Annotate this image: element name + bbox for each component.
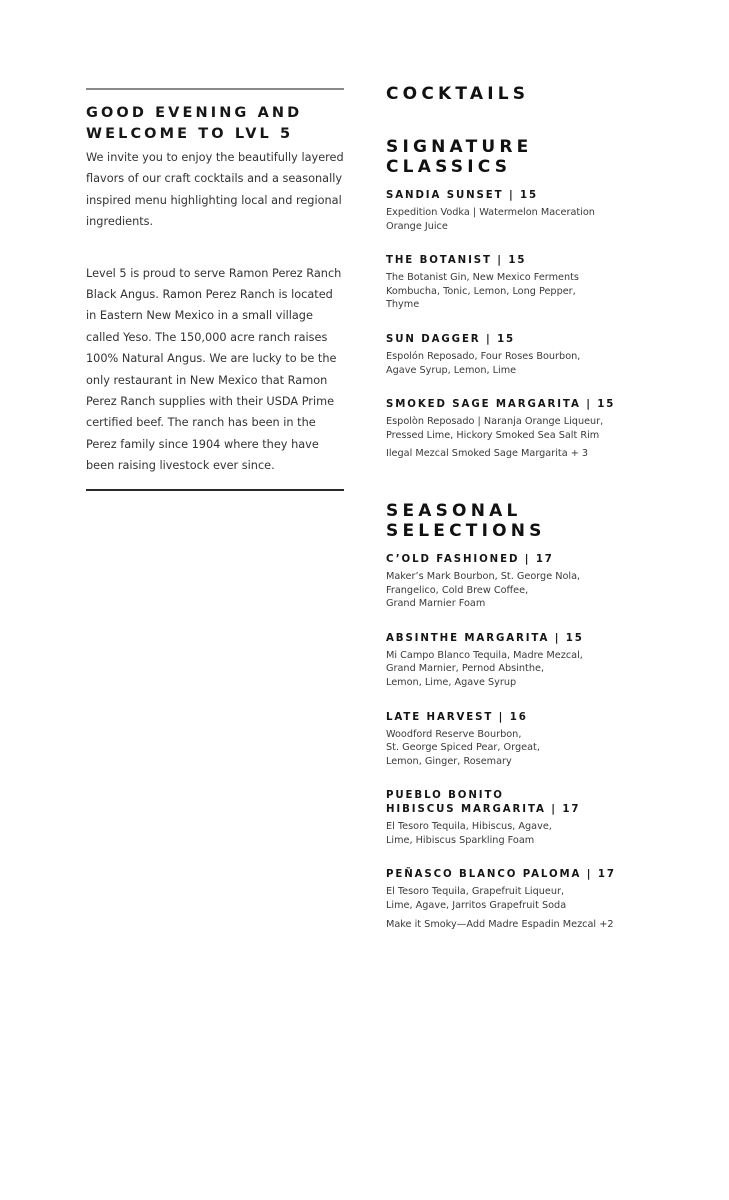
- seasonal-section-title: SEASONAL SELECTIONS: [386, 500, 546, 541]
- item-name: SUN DAGGER | 15: [386, 333, 516, 345]
- menu-item: [386, 189, 716, 233]
- seasonal-items: [386, 553, 716, 931]
- item-description: Woodford Reserve Bourbon, St. George Spiced Pear, Orgeat, Lemon, Ginger, Rosemary: [386, 728, 540, 767]
- item-name: SANDIA SUNSET | 15: [386, 190, 538, 201]
- menu-item: [386, 711, 716, 769]
- welcome-section: [86, 88, 344, 491]
- item-upgrade-note: Make it Smoky—Add Madre Espadin Mezcal +2: [386, 918, 614, 930]
- signature-items: [386, 189, 716, 461]
- welcome-heading-line2: WELCOME TO LVL 5: [86, 126, 294, 142]
- menu-item: [386, 398, 716, 461]
- item-name: C’OLD FASHIONED | 17: [386, 553, 554, 565]
- menu-item: [386, 553, 716, 611]
- ranch-paragraph: Level 5 is proud to serve Ramon Perez Ranch Black Angus. Ramon Perez Ranch is located in Eastern New Mexico in a small village called Yeso. The 150,000 acre ranch raises 100% Natural Angus. We are lucky to be the only restaurant in New Mexico that Ramon Perez Ranch supplies with their USDA Prime certified beef. The ranch has been in the Perez family since 1904 where they have been raising livestock ever since.: [86, 266, 342, 473]
- item-description: Expedition Vodka | Watermelon Maceration Orange Juice: [386, 207, 595, 232]
- signature-section-title: SIGNATURE CLASSICS: [386, 137, 533, 177]
- menu-item: [386, 789, 716, 847]
- menu-item: [386, 868, 716, 931]
- top-divider: [86, 88, 344, 90]
- menu-item: [386, 333, 716, 377]
- item-name: LATE HARVEST | 16: [386, 711, 528, 723]
- item-name: PEÑASCO BLANCO PALOMA | 17: [386, 869, 616, 881]
- cocktail-menu: [386, 84, 716, 931]
- bottom-divider: [86, 489, 344, 491]
- menu-title: COCKTAILS: [386, 84, 530, 104]
- item-description: Mi Campo Blanco Tequila, Madre Mezcal, Grand Marnier, Pernod Absinthe, Lemon, Lime, Agave Syrup: [386, 649, 583, 688]
- item-description: Maker’s Mark Bourbon, St. George Nola, Frangelico, Cold Brew Coffee, Grand Marnier Foam: [386, 570, 581, 610]
- item-upgrade-note: Ilegal Mezcal Smoked Sage Margarita + 3: [386, 448, 589, 460]
- item-name: PUEBLO BONITO HIBISCUS MARGARITA | 17: [386, 790, 581, 816]
- menu-item: [386, 632, 716, 690]
- item-name: THE BOTANIST | 15: [386, 255, 527, 267]
- item-description: Espolón Reposado, Four Roses Bourbon, Agave Syrup, Lemon, Lime: [386, 350, 581, 376]
- item-description: Espolòn Reposado | Naranja Orange Liqueur, Pressed Lime, Hickory Smoked Sea Salt Rim: [386, 416, 604, 441]
- menu-item: [386, 254, 716, 312]
- item-name: SMOKED SAGE MARGARITA | 15: [386, 399, 616, 411]
- welcome-heading-line1: GOOD EVENING AND: [86, 105, 303, 121]
- item-name: ABSINTHE MARGARITA | 15: [386, 632, 584, 644]
- item-description: El Tesoro Tequila, Grapefruit Liqueur, Lime, Agave, Jarritos Grapefruit Soda: [386, 886, 567, 912]
- welcome-heading: [86, 103, 344, 145]
- item-description: El Tesoro Tequila, Hibiscus, Agave, Lime, Hibiscus Sparkling Foam: [386, 821, 552, 846]
- item-description: The Botanist Gin, New Mexico Ferments Kombucha, Tonic, Lemon, Long Pepper, Thyme: [386, 272, 579, 311]
- welcome-paragraph: We invite you to enjoy the beautifully layered flavors of our craft cocktails and a seasonally inspired menu highlighting local and regional ingredients.: [86, 151, 344, 229]
